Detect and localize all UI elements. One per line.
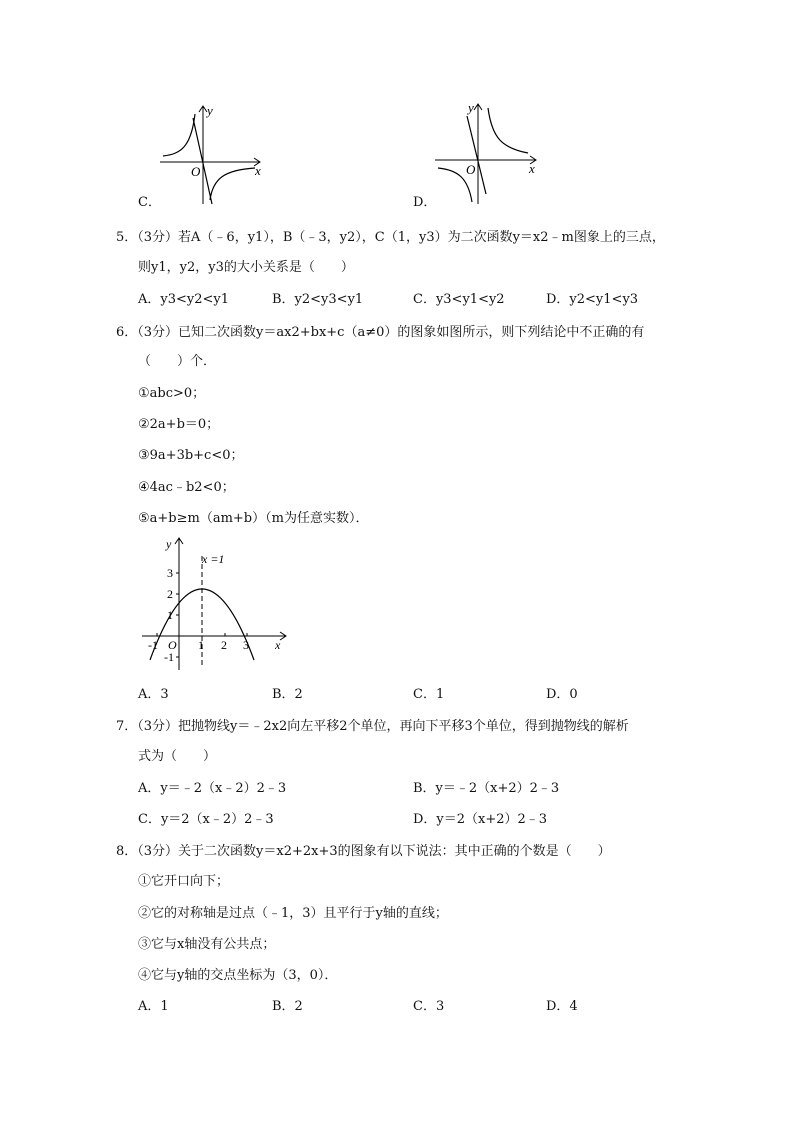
q6-graph-y-label: y (166, 537, 172, 551)
q7-option-d: D．y＝2（x+2）2﹣3 (413, 812, 548, 827)
q6-graph-ytick-1: 1 (167, 608, 173, 622)
fig-c-label: C． (138, 195, 161, 210)
q6-statement-3: ③9a+3b+c<0； (138, 448, 244, 463)
q8-stem: 8．（3分）关于二次函数y＝x2+2x+3的图象有以下说法：其中正确的个数是（ ） (116, 844, 611, 859)
q8-statement-1: ①它开口向下； (138, 874, 230, 889)
fig-d-label: D． (413, 195, 437, 210)
fig-c-y-label: y (207, 103, 213, 118)
fig-d-x-label: x (529, 161, 535, 176)
fig-d-origin-label: O (466, 162, 476, 177)
q8-statement-3: ③它与x轴没有公共点； (138, 937, 276, 952)
q6-statement-5: ⑤a+b≥m（am+b）（m为任意实数）． (138, 511, 369, 526)
q7-option-b: B．y＝﹣2（x+2）2﹣3 (413, 781, 560, 796)
fig-c-origin-label: O (191, 164, 201, 179)
q5-option-c: C．y3<y1<y2 (413, 292, 505, 307)
q8-statement-4: ④它与y轴的交点坐标为（3，0）． (138, 968, 338, 983)
q6-graph-ytick-neg1: -1 (164, 650, 174, 664)
q6-option-d: D．0 (546, 687, 578, 702)
q8-option-b: B．2 (272, 999, 303, 1014)
q6-graph-xtick-2: 2 (221, 638, 227, 652)
q6-option-c: C．1 (413, 687, 445, 702)
q6-graph-ytick-3: 3 (167, 566, 173, 580)
q6-option-b: B．2 (272, 687, 303, 702)
q6-statement-2: ②2a+b＝0； (138, 417, 220, 432)
q8-statement-2: ②它的对称轴是过点（﹣1，3）且平行于y轴的直线； (138, 906, 448, 921)
q8-option-d: D．4 (546, 999, 578, 1014)
q6-statement-4: ④4ac﹣b2<0； (138, 480, 235, 495)
q6-option-a: A．3 (138, 687, 169, 702)
q6-graph-x-label: x (275, 638, 281, 652)
q6-graph-xtick-neg1: -1 (148, 638, 158, 652)
figure-c-graph (155, 100, 265, 208)
q5-stem-line2: 则y1，y2，y3的大小关系是（ ） (138, 260, 354, 275)
q5-option-d: D．y2<y1<y3 (546, 292, 639, 307)
q7-option-a: A．y＝﹣2（x﹣2）2﹣3 (138, 781, 287, 796)
q7-option-c: C．y＝2（x﹣2）2﹣3 (138, 812, 274, 827)
q6-graph-xtick-1: 1 (198, 638, 204, 652)
q6-graph-origin-label: O (168, 638, 177, 652)
figure-d-graph (430, 98, 542, 208)
fig-d-y-label: y (468, 100, 474, 115)
q5-stem-line1: 5．（3分）若A（﹣6，y1），B（﹣3，y2），C（1，y3）为二次函数y＝x2﹣m图象上的三点， (116, 230, 665, 245)
q7-stem-line1: 7．（3分）把抛物线y＝﹣2x2向左平移2个单位，再向下平移3个单位，得到抛物线的解析 (116, 719, 629, 734)
q5-option-b: B．y2<y3<y1 (272, 292, 364, 307)
q7-stem-line2: 式为（ ） (138, 749, 217, 764)
fig-c-x-label: x (255, 163, 261, 178)
q6-parabola-graph (140, 536, 290, 672)
q6-graph-xtick-3: 3 (243, 638, 249, 652)
q6-graph-axis-label: x =1 (202, 552, 225, 566)
q8-option-c: C．3 (413, 999, 445, 1014)
q8-option-a: A．1 (138, 999, 169, 1014)
q6-stem-line1: 6．（3分）已知二次函数y＝ax2+bx+c（a≠0）的图象如图所示，则下列结论中不正确的有 (116, 325, 645, 340)
q5-option-a: A．y3<y2<y1 (138, 292, 230, 307)
q6-graph-ytick-2: 2 (167, 587, 173, 601)
q6-statement-1: ①abc>0； (138, 386, 206, 401)
q6-stem-line2: （ ）个． (138, 354, 217, 369)
